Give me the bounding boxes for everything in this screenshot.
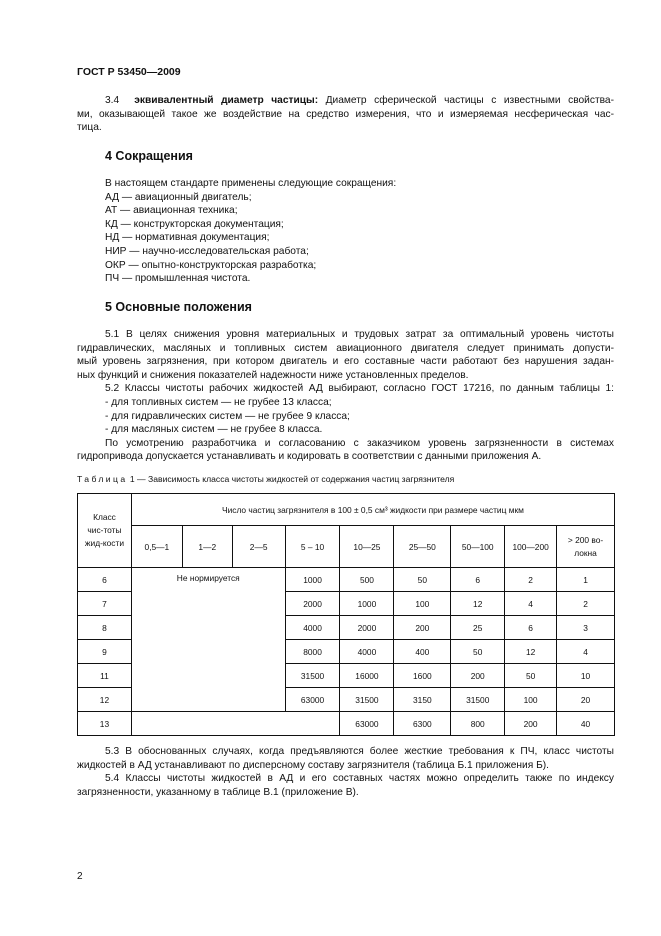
text-line: гидравлических, масляных и топливных систем авиационного двигателя следует принимать допусти- [77, 342, 614, 354]
term: эквивалентный диаметр частицы: [134, 95, 319, 106]
size-header: 25—50 [394, 526, 451, 568]
value-cell: 10 [557, 664, 615, 688]
value-cell: 800 [451, 712, 505, 736]
section-4-title: 4 Сокращения [105, 149, 193, 163]
section-5-title: 5 Основные положения [105, 300, 252, 314]
not-normed-cell: Не нормируется [131, 568, 285, 712]
value-cell: 4000 [340, 640, 394, 664]
value-cell: 200 [394, 616, 451, 640]
size-header: 0,5—1 [131, 526, 182, 568]
table-row [78, 712, 615, 736]
value-cell: 3150 [394, 688, 451, 712]
section-5-body [77, 328, 614, 464]
value-cell: 6 [505, 616, 557, 640]
size-header: 2—5 [232, 526, 285, 568]
size-header: > 200 во-локна [557, 526, 615, 568]
value-cell: 25 [451, 616, 505, 640]
text-line: 5.1 В целях снижения уровня материальных и трудовых затрат за оптимальный уровень чистоты [105, 329, 614, 340]
class-cell: 12 [78, 688, 132, 712]
text-line: ми, оказывающей такое же воздействие на средство измерения, что и измеряемая несферическая час- [77, 108, 614, 120]
page-number: 2 [77, 871, 83, 882]
abbrev-item: АТ — авиационная техника; [105, 205, 238, 217]
value-cell: 16000 [340, 664, 394, 688]
text-line: тица. [77, 122, 102, 134]
value-cell: 2 [505, 568, 557, 592]
class-cell: 11 [78, 664, 132, 688]
value-cell: 63000 [340, 712, 394, 736]
value-cell: 200 [451, 664, 505, 688]
abbrev-item: НИР — научно-исследовательская работа; [105, 245, 309, 257]
document-header: ГОСТ Р 53450—2009 [77, 66, 181, 78]
class-cell: 8 [78, 616, 132, 640]
value-cell: 6 [451, 568, 505, 592]
value-cell: 500 [340, 568, 394, 592]
abbrev-intro: В настоящем стандарте применены следующие сокращения: [105, 178, 397, 189]
value-cell: 4000 [285, 616, 340, 640]
text-line: загрязненности, указанному в таблице В.1 (приложение В). [77, 786, 359, 798]
section-5-3 [77, 745, 614, 799]
value-cell: 3 [557, 616, 615, 640]
value-cell: 31500 [285, 664, 340, 688]
value-cell: 2000 [340, 616, 394, 640]
abbreviations-list [77, 177, 614, 286]
text-line: 5.4 Классы чистоты жидкостей в АД и его составных частях можно определить также по индексу [105, 773, 614, 785]
abbrev-item: АД — авиационный двигатель; [105, 191, 252, 203]
value-cell: 1000 [340, 592, 394, 616]
value-cell: 100 [394, 592, 451, 616]
empty-cell [131, 712, 340, 736]
value-cell: 1 [557, 568, 615, 592]
size-header: 100—200 [505, 526, 557, 568]
text-line: ных функций и снижения показателей надежности ниже установленных пределов. [77, 369, 469, 381]
size-header: 1—2 [182, 526, 232, 568]
cleanliness-class-table [77, 493, 615, 736]
value-cell: 100 [505, 688, 557, 712]
class-cell: 7 [78, 592, 132, 616]
class-header: Класс чис-тоты жид-кости [78, 494, 132, 568]
text-line: Диаметр сферической частицы с известными свойства- [325, 95, 614, 106]
value-cell: 2 [557, 592, 615, 616]
value-cell: 31500 [451, 688, 505, 712]
caption-text: 1 — Зависимость класса чистоты жидкостей от содержания частиц загрязнителя [127, 474, 455, 484]
abbrev-item: КД — конструкторская документация; [105, 218, 284, 230]
list-item: - для топливных систем — не грубее 13 класса; [105, 396, 332, 408]
value-cell: 400 [394, 640, 451, 664]
size-header: 5 – 10 [285, 526, 340, 568]
caption-label: Таблица [77, 474, 128, 484]
value-cell: 63000 [285, 688, 340, 712]
text-line: жидкостей в АД устанавливают по дисперсному составу загрязнителя (таблица Б.1 приложения Б). [77, 759, 549, 771]
value-cell: 50 [505, 664, 557, 688]
value-cell: 31500 [340, 688, 394, 712]
group-header: Число частиц загрязнителя в 100 ± 0,5 см³ жидкости при размере частиц мкм [131, 494, 614, 526]
value-cell: 40 [557, 712, 615, 736]
value-cell: 2000 [285, 592, 340, 616]
abbrev-item: НД — нормативная документация; [105, 232, 270, 244]
text-line: По усмотрению разработчика и согласованию с заказчиком уровень загрязненности в системах [105, 437, 614, 449]
value-cell: 200 [505, 712, 557, 736]
table-caption [77, 474, 454, 484]
value-cell: 1000 [285, 568, 340, 592]
class-cell: 9 [78, 640, 132, 664]
list-item: - для гидравлических систем — не грубее 9 класса; [105, 410, 350, 422]
value-cell: 20 [557, 688, 615, 712]
abbrev-item: ОКР — опытно-конструкторская разработка; [105, 259, 317, 271]
value-cell: 12 [505, 640, 557, 664]
table-row [78, 568, 615, 592]
list-item: - для масляных систем — не грубее 8 класса. [105, 424, 323, 436]
section-3-4 [77, 94, 614, 135]
value-cell: 4 [505, 592, 557, 616]
text-line: мый уровень загрязнения, при котором двигатель и его составные части работают без нарушения задан- [77, 356, 614, 368]
text-line: 5.2 Классы чистоты рабочих жидкостей АД выбирают, согласно ГОСТ 17216, по данным таблицы 1: [105, 383, 614, 395]
size-header: 10—25 [340, 526, 394, 568]
value-cell: 12 [451, 592, 505, 616]
value-cell: 4 [557, 640, 615, 664]
value-cell: 1600 [394, 664, 451, 688]
class-cell: 13 [78, 712, 132, 736]
class-cell: 6 [78, 568, 132, 592]
value-cell: 8000 [285, 640, 340, 664]
value-cell: 50 [394, 568, 451, 592]
abbrev-item: ПЧ — промышленная чистота. [105, 273, 251, 285]
value-cell: 6300 [394, 712, 451, 736]
text-line: 5.3 В обоснованных случаях, когда предъявляются более жесткие требования к ПЧ, класс чистоты [105, 746, 614, 757]
size-header: 50—100 [451, 526, 505, 568]
clause-number: 3.4 [105, 95, 120, 106]
value-cell: 50 [451, 640, 505, 664]
text-line: гидропривода допускается устанавливать и кодировать в соответствии с данными приложения А. [77, 451, 542, 463]
